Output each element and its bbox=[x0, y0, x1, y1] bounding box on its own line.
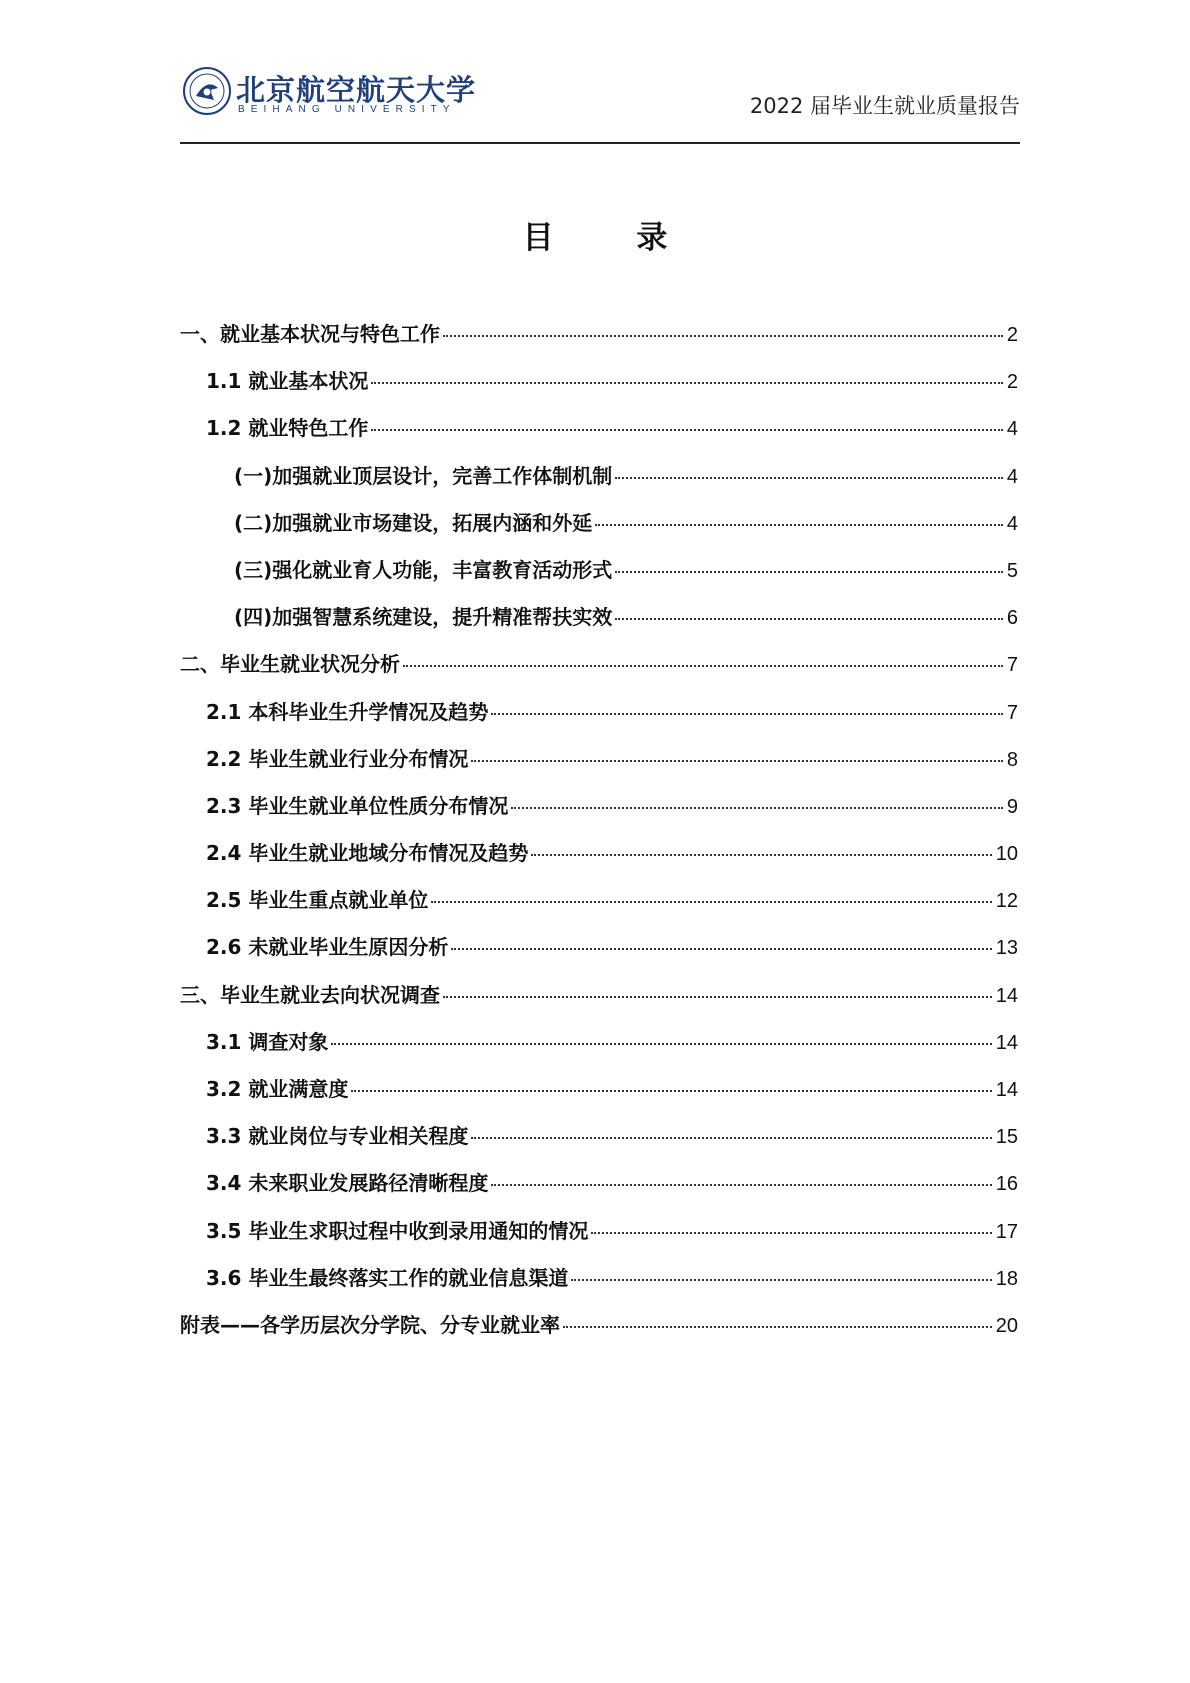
toc-entry[interactable] bbox=[180, 554, 1018, 601]
toc-leader-dots bbox=[511, 807, 1002, 809]
toc-leader-dots bbox=[491, 713, 1002, 715]
toc-leader-dots bbox=[595, 524, 1003, 526]
toc-leader-dots bbox=[431, 901, 991, 903]
toc-title: 目 录 bbox=[522, 220, 704, 256]
toc-entry-label: 2.2 毕业生就业行业分布情况 bbox=[206, 746, 469, 771]
toc-entry-page: 16 bbox=[995, 1173, 1018, 1196]
toc-entry[interactable] bbox=[180, 1073, 1018, 1120]
toc-entry-page: 14 bbox=[995, 1031, 1018, 1054]
toc-entry-page: 7 bbox=[1006, 701, 1018, 724]
toc-entry-page: 9 bbox=[1006, 795, 1018, 818]
toc-entry-label: 3.1 调查对象 bbox=[206, 1029, 329, 1054]
toc-entry-label: 2.5 毕业生重点就业单位 bbox=[206, 888, 429, 913]
toc-entry-page: 4 bbox=[1006, 512, 1018, 535]
toc-entry-label: 3.6 毕业生最终落实工作的就业信息渠道 bbox=[206, 1265, 569, 1290]
toc-leader-dots bbox=[443, 996, 992, 998]
toc-entry-label: 1.2 就业特色工作 bbox=[206, 416, 369, 441]
toc-entry-page: 2 bbox=[1006, 324, 1018, 346]
toc-entry-page: 20 bbox=[995, 1314, 1018, 1337]
toc-entry-label: 3.2 就业满意度 bbox=[206, 1077, 349, 1101]
toc-entry-label: (四)加强智慧系统建设，提升精准帮扶实效 bbox=[234, 605, 613, 630]
toc-leader-dots bbox=[615, 618, 1003, 620]
toc-entry-label: 三、毕业生就业去向状况调查 bbox=[180, 982, 440, 1007]
toc-entry[interactable] bbox=[180, 696, 1018, 743]
toc-entry-page: 17 bbox=[995, 1220, 1018, 1243]
toc-entry[interactable] bbox=[180, 318, 1018, 365]
toc-entry-label: 2.1 本科毕业生升学情况及趋势 bbox=[206, 699, 489, 724]
toc-leader-dots bbox=[351, 1090, 991, 1092]
toc-entry[interactable] bbox=[180, 1026, 1018, 1073]
toc-entry-label: 3.3 就业岗位与专业相关程度 bbox=[206, 1124, 469, 1149]
toc-entry[interactable] bbox=[180, 1262, 1018, 1309]
toc-leader-dots bbox=[451, 948, 991, 950]
toc-entry[interactable] bbox=[180, 790, 1018, 837]
toc-entry-page: 14 bbox=[995, 984, 1018, 1007]
toc-leader-dots bbox=[491, 1184, 991, 1186]
toc-entry-page: 8 bbox=[1006, 748, 1018, 771]
toc-leader-dots bbox=[471, 1137, 991, 1139]
logo-chinese-name: 北京航空航天大学 bbox=[236, 73, 477, 107]
toc-entry[interactable] bbox=[180, 979, 1018, 1026]
university-seal-icon bbox=[182, 66, 232, 116]
university-logo bbox=[180, 62, 477, 122]
toc-entry[interactable] bbox=[180, 837, 1018, 884]
toc-entry-label: (三)强化就业育人功能，丰富教育活动形式 bbox=[234, 557, 613, 582]
toc-entry-page: 4 bbox=[1006, 418, 1018, 441]
toc-entry-label: 2.3 毕业生就业单位性质分布情况 bbox=[206, 793, 509, 818]
toc-entry-page: 18 bbox=[995, 1267, 1018, 1290]
toc-entry-page: 10 bbox=[995, 843, 1018, 866]
header-divider bbox=[180, 142, 1020, 144]
toc-leader-dots bbox=[531, 854, 991, 856]
toc-entry-label: 1.1 就业基本状况 bbox=[206, 369, 369, 394]
toc-leader-dots bbox=[563, 1326, 992, 1328]
toc-entry[interactable] bbox=[180, 1167, 1018, 1214]
toc-entry-page: 2 bbox=[1006, 371, 1018, 394]
toc-entry[interactable] bbox=[180, 460, 1018, 507]
toc-leader-dots bbox=[331, 1043, 991, 1045]
toc-entry-page: 13 bbox=[995, 937, 1018, 960]
toc-entry[interactable] bbox=[180, 601, 1018, 648]
toc-entry-label: 3.4 未来职业发展路径清晰程度 bbox=[206, 1171, 489, 1196]
toc-entry-label: (一)加强就业顶层设计，完善工作体制机制 bbox=[234, 463, 613, 488]
toc-leader-dots bbox=[615, 571, 1003, 573]
toc-entry-label: 附表——各学历层次分学院、分专业就业率 bbox=[180, 1312, 560, 1337]
toc-entry-label: 2.6 未就业毕业生原因分析 bbox=[206, 935, 449, 960]
toc-entry-label: 一、就业基本状况与特色工作 bbox=[180, 322, 440, 346]
toc-leader-dots bbox=[571, 1279, 991, 1281]
toc-entry-page: 7 bbox=[1006, 654, 1018, 677]
table-of-contents bbox=[180, 318, 1018, 1356]
page-header bbox=[180, 62, 1020, 144]
toc-entry[interactable] bbox=[180, 1120, 1018, 1167]
toc-entry[interactable] bbox=[180, 1215, 1018, 1262]
toc-entry-page: 14 bbox=[995, 1079, 1018, 1101]
toc-entry[interactable] bbox=[180, 648, 1018, 695]
toc-entry[interactable] bbox=[180, 507, 1018, 554]
toc-entry-label: (二)加强就业市场建设，拓展内涵和外延 bbox=[234, 510, 593, 535]
toc-entry[interactable] bbox=[180, 412, 1018, 459]
toc-entry[interactable] bbox=[180, 931, 1018, 978]
toc-entry-label: 3.5 毕业生求职过程中收到录用通知的情况 bbox=[206, 1218, 589, 1243]
toc-entry-label: 二、毕业生就业状况分析 bbox=[180, 652, 400, 677]
toc-entry[interactable] bbox=[180, 365, 1018, 412]
toc-leader-dots bbox=[371, 429, 1002, 431]
report-title: 2022 届毕业生就业质量报告 bbox=[749, 94, 1020, 118]
toc-leader-dots bbox=[371, 382, 1002, 384]
toc-leader-dots bbox=[403, 665, 1003, 667]
toc-entry-page: 12 bbox=[995, 890, 1018, 913]
toc-entry-page: 4 bbox=[1006, 465, 1018, 488]
toc-entry-page: 5 bbox=[1006, 559, 1018, 582]
logo-english-name: BEIHANG UNIVERSITY bbox=[238, 104, 456, 115]
toc-entry-page: 15 bbox=[995, 1126, 1018, 1149]
toc-entry[interactable] bbox=[180, 884, 1018, 931]
toc-leader-dots bbox=[443, 335, 1003, 337]
toc-entry[interactable] bbox=[180, 743, 1018, 790]
toc-leader-dots bbox=[471, 760, 1002, 762]
toc-leader-dots bbox=[591, 1232, 991, 1234]
toc-entry-label: 2.4 毕业生就业地域分布情况及趋势 bbox=[206, 841, 529, 866]
toc-leader-dots bbox=[615, 477, 1003, 479]
toc-entry-page: 6 bbox=[1006, 607, 1018, 630]
toc-entry[interactable] bbox=[180, 1309, 1018, 1356]
